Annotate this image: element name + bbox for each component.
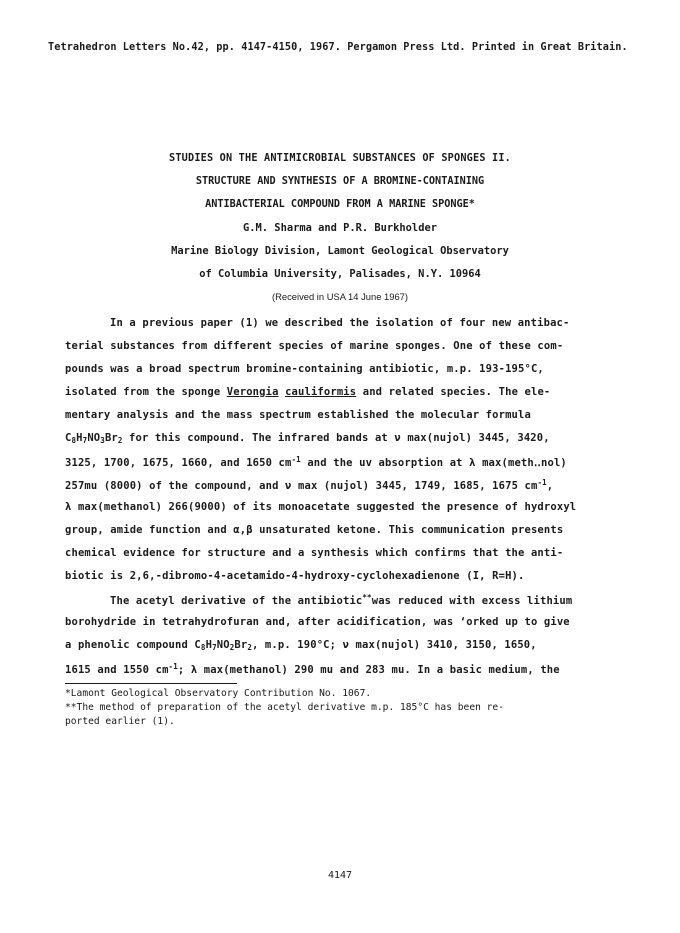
title-line-3: ANTIBACTERIAL COMPOUND FROM A MARINE SPONGE*	[205, 199, 475, 210]
lambda-symbol: λ	[469, 457, 476, 469]
formula-sub: 2	[117, 436, 123, 445]
text: isolated from the sponge	[65, 386, 227, 398]
footnote-marker: **	[362, 593, 372, 602]
text: and the uv absorption at	[300, 457, 470, 469]
title-line-2: STRUCTURE AND SYNTHESIS OF A BROMINE-CONTAINING	[195, 176, 485, 187]
text: unsaturated ketone. This communication presents	[252, 524, 564, 536]
authors: G.M. Sharma and P.R. Burkholder	[243, 222, 437, 234]
text: max(nujol) 3445, 3420,	[400, 432, 550, 444]
affiliation-line-2: of Columbia University, Palisades, N.Y. 10964	[199, 268, 481, 280]
superscript: -1	[168, 662, 178, 671]
text: 3125, 1700, 1675, 1660, and 1650 cm	[65, 457, 292, 469]
nu-symbol: ν	[342, 639, 350, 651]
lambda-symbol: λ	[65, 501, 72, 513]
body-line-7	[65, 455, 567, 469]
superscript: -1	[537, 478, 547, 487]
text: and related species. The ele-	[356, 386, 551, 398]
received-date: (Received in USA 14 June 1967)	[271, 291, 409, 302]
text: ,	[546, 480, 554, 492]
formula-part: C	[65, 432, 72, 444]
body-line-12: biotic is 2,6,-dibromo-4-acetamido-4-hydroxy-cyclohexadienone (I, R=H).	[65, 570, 525, 582]
formula-part: H	[205, 639, 213, 651]
body-line-2: terial substances from different species of marine sponges. One of these com-	[65, 340, 564, 352]
text: group, amide function and	[65, 524, 234, 536]
text: was reduced with excess lithium	[371, 595, 573, 607]
body-line-5: mentary analysis and the mass spectrum established the molecular formula	[65, 409, 531, 421]
body-line-11: chemical evidence for structure and a synthesis which confirms that the anti-	[65, 547, 564, 559]
formula-sub: 7	[82, 436, 88, 445]
formula-sub: 8	[200, 643, 206, 652]
body-line-10	[65, 524, 563, 536]
body-line-8	[65, 478, 553, 492]
text: 1615 and 1550 cm	[65, 664, 169, 676]
footnote-rule	[65, 683, 237, 684]
text: max (nujol) 3445, 1749, 1685, 1675 cm	[291, 480, 538, 492]
formula	[65, 432, 123, 444]
text: , m.p. 190°C;	[251, 639, 343, 651]
text: max(methanol) 266(9000) of its monoacetate suggested the presence of hydroxyl	[71, 501, 577, 513]
superscript: -1	[291, 455, 301, 464]
body-line-1: In a previous paper (1) we described the isolation of four new antibac-	[110, 317, 570, 329]
running-head: Tetrahedron Letters No.42, pp. 4147-4150, 1967. Pergamon Press Ltd. Printed in Great Britain.	[48, 42, 628, 53]
lambda-symbol: λ	[190, 664, 198, 676]
formula-part: H	[76, 432, 83, 444]
formula-sub: 2	[229, 643, 235, 652]
text: ;	[177, 664, 191, 676]
species-genus: Verongia	[226, 386, 279, 398]
text: max(meth‥nol)	[475, 457, 567, 469]
footnote-2: **The method of preparation of the acetyl derivative m.p. 185°C has been re-	[65, 702, 504, 713]
body-para2-line-4	[65, 662, 560, 676]
title-line-1: STUDIES ON THE ANTIMICROBIAL SUBSTANCES OF SPONGES II.	[168, 153, 511, 164]
text: a phenolic compound C	[65, 639, 201, 651]
footnote-1: *Lamont Geological Observatory Contribution No. 1067.	[65, 688, 372, 699]
text: 257mu (8000) of the compound, and	[65, 480, 286, 492]
body-line-9	[65, 501, 576, 513]
text: max(methanol) 290 mu and 283 mu. In a basic medium, the	[197, 664, 560, 676]
formula-part: NO	[87, 432, 101, 444]
nu-symbol: ν	[394, 432, 401, 444]
formula-sub: 7	[212, 643, 217, 652]
body-para2-line-2: borohydride in tetrahydrofuran and, after acidification, was ‘orked up to give	[65, 616, 570, 628]
body-line-6	[65, 432, 550, 445]
body-line-4	[65, 386, 550, 398]
body-para2-line-3	[65, 639, 537, 652]
formula-part: NO	[216, 639, 230, 651]
nu-symbol: ν	[285, 480, 292, 492]
text: max(nujol) 3410, 3150, 1650,	[349, 639, 537, 651]
formula-part: Br	[104, 432, 118, 444]
affiliation-line-1: Marine Biology Division, Lamont Geological Observatory	[171, 245, 509, 257]
body-line-3: pounds was a broad spectrum bromine-containing antibiotic, m.p. 193-195°C,	[65, 363, 544, 375]
footnote-2-cont: ported earlier (1).	[65, 716, 175, 727]
body-para2-line-1	[110, 593, 572, 607]
formula-sub: 8	[71, 436, 77, 445]
page-number: 4147	[327, 870, 353, 881]
formula-sub: 2	[247, 643, 252, 652]
formula-part: Br	[234, 639, 248, 651]
text: The acetyl derivative of the antibiotic	[110, 595, 363, 607]
formula-sub: 3	[100, 436, 105, 445]
text: for this compound. The infrared bands at	[122, 432, 395, 444]
alpha-beta-symbol: α,β	[233, 524, 253, 536]
species-epithet: cauliformis	[285, 386, 357, 398]
